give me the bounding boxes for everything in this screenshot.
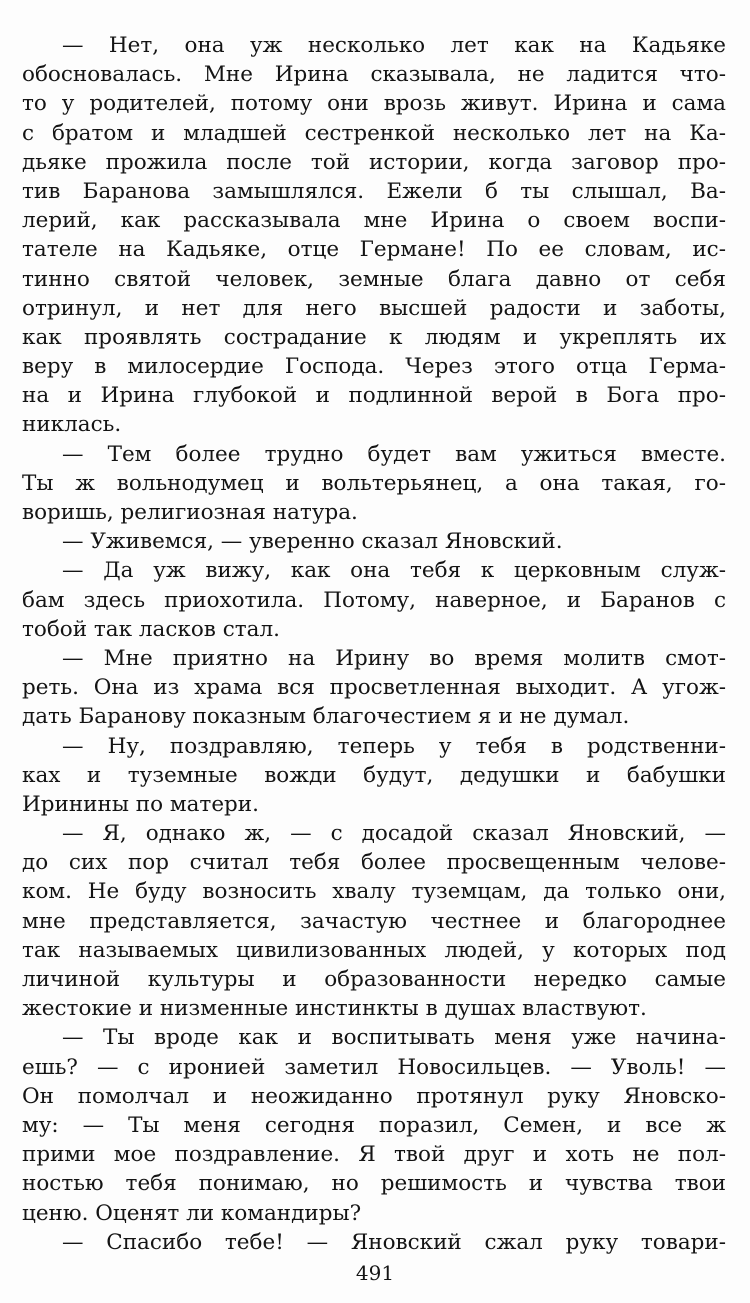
text-line: — Ты вроде как и воспитывать меня уже начина- [62, 1025, 726, 1051]
text-line: — Нет, она уж несколько лет как на Кадьяке [62, 33, 726, 58]
text-line: тинно святой человек, земные блага давно от себя [22, 266, 726, 292]
text-line: Он помолчал и неожиданно протянул руку Яновско- [22, 1083, 726, 1109]
text-line: до сих пор считал тебя более просвещенным челове- [22, 850, 726, 876]
text-line: му: — Ты меня сегодня поразил, Семен, и все ж [22, 1112, 726, 1138]
text-line: никлась. [22, 412, 122, 438]
page-number: 491 [355, 1261, 395, 1285]
text-line: ностью тебя понимаю, но решимость и чувства твои [22, 1171, 726, 1197]
text-line: дьяке прожила после той истории, когда заговор про- [22, 149, 726, 175]
text-line: лерий, как рассказывала мне Ирина о своем воспи- [22, 208, 726, 234]
text-line: Ты ж вольнодумец и вольтерьянец, а она такая, го- [22, 470, 726, 496]
text-line: веру в милосердие Господа. Через этого отца Герма- [22, 354, 726, 380]
text-line: — Тем более трудно будет вам ужиться вместе. [62, 441, 726, 467]
text-line: обосновалась. Мне Ирина сказывала, не ладится что- [22, 62, 726, 88]
text-line: на и Ирина глубокой и подлинной верой в Бога про- [22, 383, 726, 409]
text-line: то у родителей, потому они врозь живут. Ирина и сама [22, 91, 726, 117]
text-line: ком. Не буду возносить хвалу туземцам, да только они, [22, 879, 726, 905]
text-line: — Ну, поздравляю, теперь у тебя в родственни- [62, 733, 726, 759]
text-line: — Мне приятно на Ирину во время молитв смот- [62, 645, 726, 671]
text-line: ках и туземные вожди будут, дедушки и бабушки [22, 762, 726, 788]
text-line: тателе на Кадьяке, отце Германе! По ее словам, ис- [22, 237, 726, 263]
text-line: — Спасибо тебе! — Яновский сжал руку товари- [62, 1229, 726, 1255]
text-line: — Я, однако ж, — с досадой сказал Яновский, — [62, 821, 726, 847]
text-line: воришь, религиозная натура. [22, 500, 358, 525]
text-line: тив Баранова замышлялся. Ежели б ты слышал, Ва- [22, 178, 726, 204]
text-line: тобой так ласков стал. [22, 616, 280, 642]
text-line: жестокие и низменные инстинкты в душах властвуют. [22, 996, 647, 1022]
text-line: личиной культуры и образованности нередко самые [22, 967, 726, 992]
text-line: прими мое поздравление. Я твой друг и хоть не пол- [22, 1142, 726, 1168]
text-line: реть. Она из храма вся просветленная выходит. А угож- [22, 675, 726, 701]
text-line: — Да уж вижу, как она тебя к церковным служ- [62, 558, 726, 584]
text-line: мне представляется, зачастую честнее и благороднее [22, 908, 726, 934]
text-line: бам здесь приохотила. Потому, наверное, и Баранов с [22, 587, 726, 613]
text-line: ценю. Оценят ли командиры? [22, 1200, 362, 1226]
text-line: отринул, и нет для него высшей радости и заботы, [22, 295, 726, 321]
text-line: с братом и младшей сестренкой несколько лет на Ка- [22, 120, 726, 146]
text-line: Иринины по матери. [22, 791, 259, 817]
page-body-text [22, 31, 726, 1257]
text-line: так называемых цивилизованных людей, у которых под [22, 937, 726, 963]
text-line: ешь? — с иронией заметил Новосильцев. — Уволь! — [22, 1054, 726, 1080]
text-line: — Уживемся, — уверенно сказал Яновский. [62, 529, 563, 555]
text-line: как проявлять сострадание к людям и укреплять их [22, 324, 726, 350]
text-line: дать Баранову показным благочестием я и не думал. [22, 704, 630, 730]
